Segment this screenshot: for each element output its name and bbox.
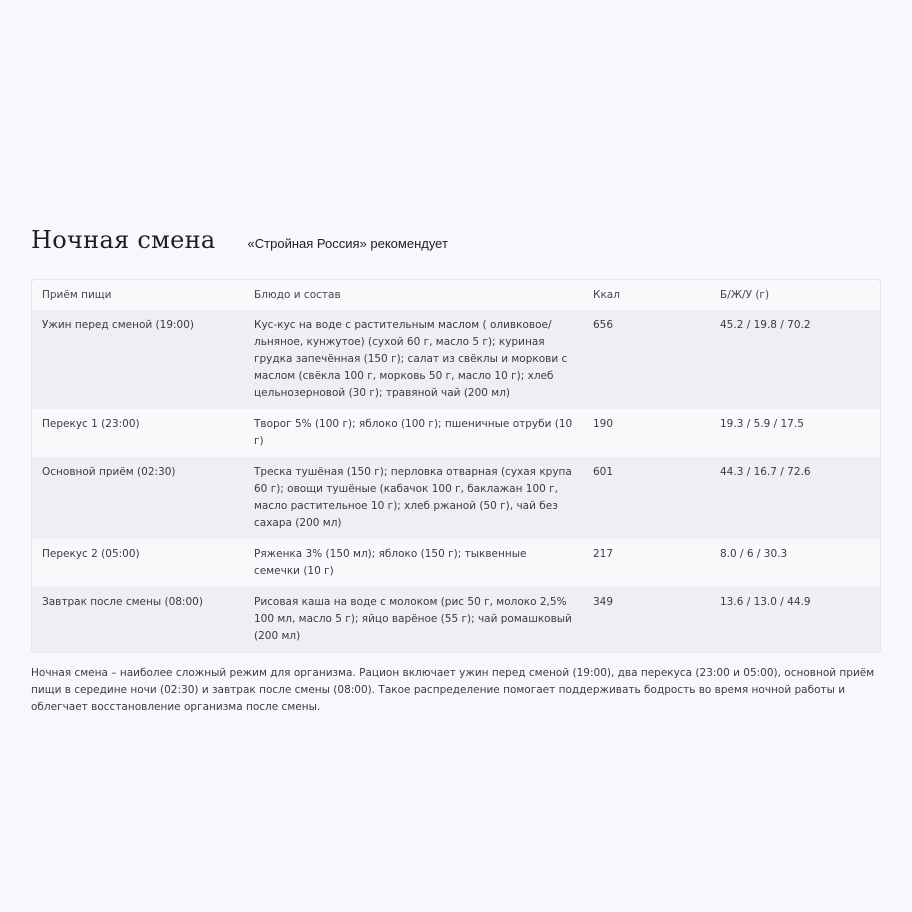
cell-meal: Перекус 2 (05:00) <box>32 539 244 587</box>
table-row <box>32 409 880 457</box>
cell-bju: 8.0 / 6 / 30.3 <box>710 539 880 587</box>
cell-meal: Основной приём (02:30) <box>32 457 244 539</box>
meal-plan-table <box>32 280 880 652</box>
cell-meal: Завтрак после смены (08:00) <box>32 587 244 652</box>
table-row <box>32 457 880 539</box>
cell-dishes: Кус-кус на воде с растительным маслом ( оливковое/льняное, кунжутое) (сухой 60 г, масло 5 г); куриная грудка запечённая (150 г); салат из свёклы и моркови с маслом (свёкла 100 г, морковь 50 г, масло 10 г); хлеб цельнозерновой (30 г); травяной чай (200 мл) <box>244 310 583 409</box>
column-header-dishes: Блюдо и состав <box>244 280 583 310</box>
page <box>31 226 881 727</box>
cell-kcal: 349 <box>583 587 710 652</box>
meal-plan-table-container <box>31 279 881 653</box>
cell-dishes: Ряженка 3% (150 мл); яблоко (150 г); тыквенные семечки (10 г) <box>244 539 583 587</box>
cell-dishes: Рисовая каша на воде с молоком (рис 50 г, молоко 2,5% 100 мл, масло 5 г); яйцо варёное (55 г); чай ромашковый (200 мл) <box>244 587 583 652</box>
cell-bju: 13.6 / 13.0 / 44.9 <box>710 587 880 652</box>
cell-kcal: 217 <box>583 539 710 587</box>
cell-meal: Ужин перед сменой (19:00) <box>32 310 244 409</box>
cell-bju: 45.2 / 19.8 / 70.2 <box>710 310 880 409</box>
table-header-row <box>32 280 880 310</box>
page-subtitle: «Стройная Россия» рекомендует <box>247 236 448 251</box>
column-header-meal: Приём пищи <box>32 280 244 310</box>
table-row <box>32 587 880 652</box>
description-note: Ночная смена – наиболее сложный режим для организма. Рацион включает ужин перед сменой (19:00), два перекуса (23:00 и 05:00), основной приём пищи в середине ночи (02:30) и завтрак после смены (08:00). Такое распределение помогает поддерживать бодрость во время ночной работы и облегчает восстановление организма после смены. <box>31 667 875 713</box>
column-header-bju: Б/Ж/У (г) <box>710 280 880 310</box>
cell-kcal: 190 <box>583 409 710 457</box>
cell-meal: Перекус 1 (23:00) <box>32 409 244 457</box>
cell-kcal: 656 <box>583 310 710 409</box>
heading-row <box>31 226 881 266</box>
cell-bju: 19.3 / 5.9 / 17.5 <box>710 409 880 457</box>
table-row <box>32 310 880 409</box>
cell-bju: 44.3 / 16.7 / 72.6 <box>710 457 880 539</box>
table-row <box>32 539 880 587</box>
column-header-kcal: Ккал <box>583 280 710 310</box>
cell-dishes: Треска тушёная (150 г); перловка отварная (сухая крупа 60 г); овощи тушёные (кабачок 100 г, баклажан 100 г, масло растительное 10 г); хлеб ржаной (50 г), чай без сахара (200 мл) <box>244 457 583 539</box>
cell-kcal: 601 <box>583 457 710 539</box>
cell-dishes: Творог 5% (100 г); яблоко (100 г); пшеничные отруби (10 г) <box>244 409 583 457</box>
page-title: Ночная смена <box>31 226 216 254</box>
